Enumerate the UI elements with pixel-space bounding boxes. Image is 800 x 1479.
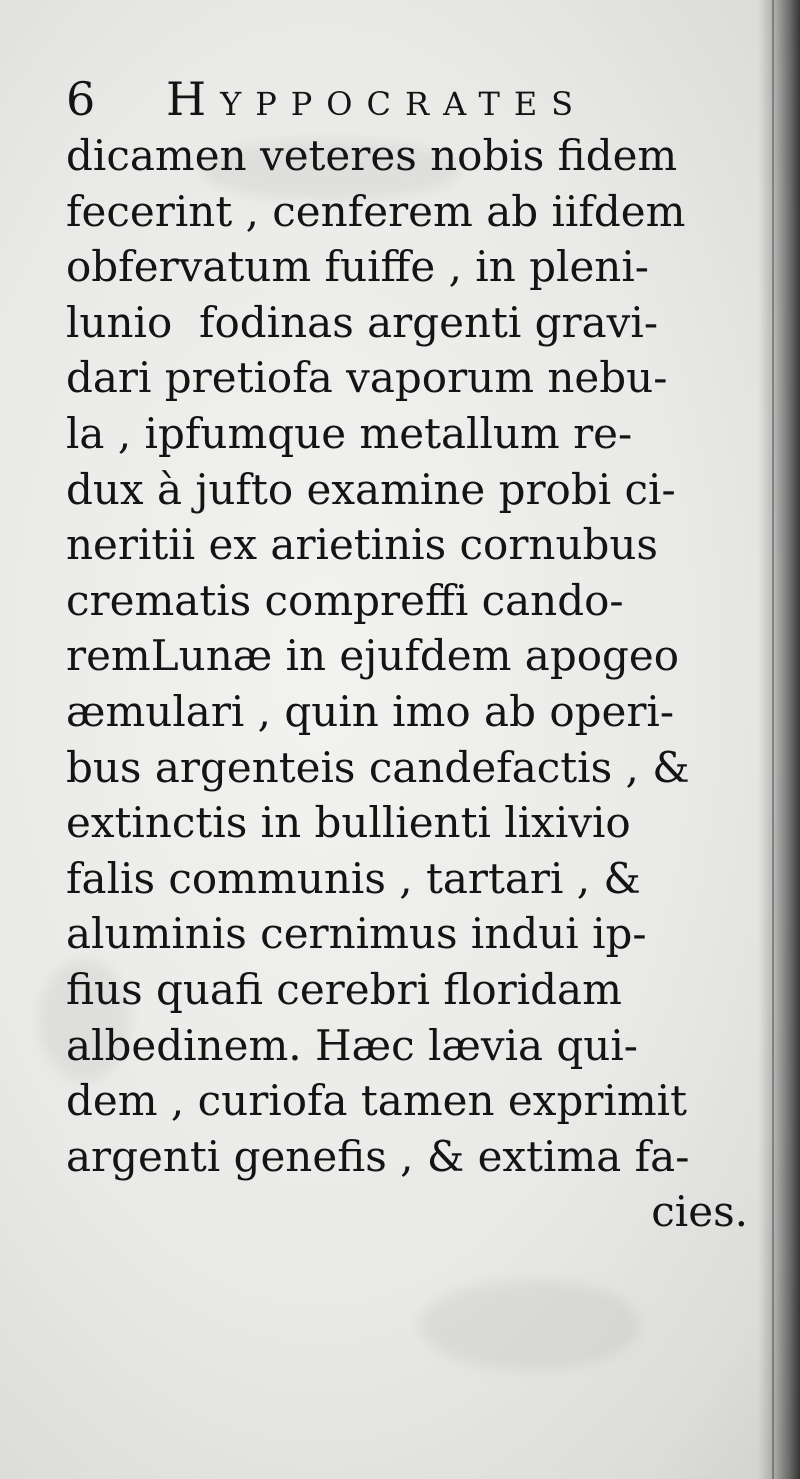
text-line: dicamen veteres nobis fidem <box>66 131 678 180</box>
text-line: aluminis cernimus indui ip- <box>66 909 647 959</box>
text-line: neritii ex arietinis cornubus <box>66 520 658 570</box>
text-line: æmulari , quin imo ab operi- <box>66 686 675 736</box>
page-text-block <box>66 70 766 1240</box>
text-line: lunio fodinas argenti gravi- <box>66 297 659 347</box>
bleed-through-smudge <box>420 1280 640 1370</box>
text-line: falis communis , tartari , & <box>66 853 641 903</box>
text-line: obfervatum fuiffe , in pleni- <box>66 242 649 292</box>
running-head: Hyppocrates <box>166 72 588 126</box>
text-line-final: cies. <box>651 1187 748 1237</box>
text-line: la , ipfumque metallum re- <box>66 408 633 458</box>
text-line: crematis compreffi cando- <box>66 575 624 625</box>
page-number: 6 <box>66 72 97 126</box>
text-line: dari pretiofa vaporum nebu- <box>66 353 668 403</box>
page-edge-line <box>772 0 774 1479</box>
text-line: bus argenteis candefactis , & <box>66 742 690 792</box>
text-line: albedinem. Hæc lævia qui- <box>66 1020 638 1070</box>
text-line: fecerint , cenferem ab iifdem <box>66 186 686 236</box>
text-line: dem , curiofa tamen exprimit <box>66 1076 687 1126</box>
text-line: dux à jufto examine probi ci- <box>66 464 676 514</box>
text-line: extinctis in bullienti lixivio <box>66 798 631 848</box>
text-line: remLunæ in ejufdem apogeo <box>66 631 680 681</box>
page-header <box>66 70 766 128</box>
text-line: fius quafi cerebri floridam <box>66 964 622 1014</box>
text-line: argenti genefis , & extima fa- <box>66 1131 690 1181</box>
